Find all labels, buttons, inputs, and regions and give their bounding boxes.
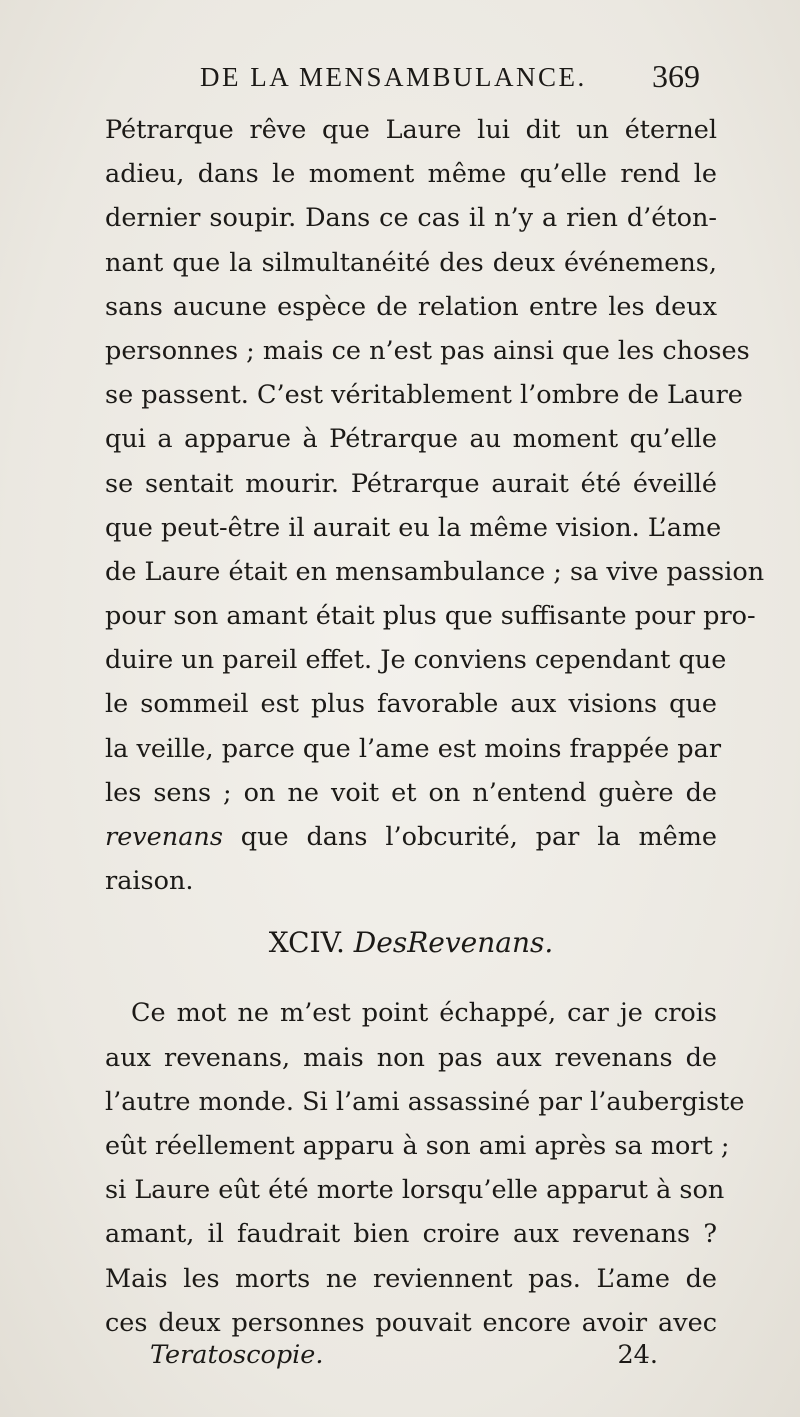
text-line: les sens ; on ne voit et on n’entend guère de — [105, 777, 717, 808]
text-line: raison. — [105, 866, 194, 897]
text-line: Pétrarque rêve que Laure lui dit un éternel — [105, 115, 717, 145]
section-number: XCIV. — [268, 926, 345, 960]
text-line: ces deux personnes pouvait encore avoir avec — [105, 1307, 717, 1338]
text-line: le sommeil est plus favorable aux visions que — [105, 689, 717, 720]
section-heading — [105, 903, 717, 971]
text-line: aux revenans, mais non pas aux revenans de — [105, 1042, 717, 1073]
section-title: Revenans. — [407, 926, 554, 960]
running-head — [200, 58, 700, 102]
page-number: 369 — [652, 58, 700, 94]
section-title-prefix: Des — [353, 926, 408, 960]
text-line: se sentait mourir. Pétrarque aurait été éveillé — [105, 468, 717, 499]
paragraph-1 — [105, 108, 765, 903]
paragraph-2 — [105, 991, 745, 1345]
text-line: Ce mot ne m’est point échappé, car je crois — [131, 998, 717, 1029]
italic-word: revenans — [105, 822, 223, 852]
text-line: si Laure eût été morte lorsqu’elle apparut à son — [105, 1175, 725, 1206]
text-line-rest: que dans l’obcurité, par la même — [222, 822, 717, 852]
text-line — [105, 815, 717, 859]
spacer — [105, 971, 717, 991]
text-line: sans aucune espèce de relation entre les deux — [105, 291, 717, 322]
page-footer — [150, 1340, 658, 1380]
text-line: amant, il faudrait bien croire aux revenans ? — [105, 1219, 717, 1250]
text-line: qui a apparue à Pétrarque au moment qu’elle — [105, 424, 717, 455]
text-line: que peut-être il aurait eu la même vision. L’ame — [105, 512, 722, 543]
text-line: la veille, parce que l’ame est moins frappée par — [105, 733, 722, 764]
text-line: personnes ; mais ce n’est pas ainsi que les choses — [105, 335, 750, 366]
text-block — [105, 108, 765, 1345]
text-line: duire un pareil effet. Je conviens cependant que — [105, 645, 727, 676]
text-line: l’autre monde. Si l’ami assassiné par l’aubergiste — [105, 1086, 745, 1117]
text-line: adieu, dans le moment même qu’elle rend le — [105, 159, 717, 190]
text-line: se passent. C’est véritablement l’ombre de Laure — [105, 380, 743, 411]
text-line: Mais les morts ne reviennent pas. L’ame de — [105, 1263, 717, 1294]
running-head-title: DE LA MENSAMBULANCE. — [200, 62, 587, 92]
text-line: nant que la silmultanéité des deux événemens, — [105, 247, 717, 278]
signature-number: 24. — [617, 1340, 658, 1370]
text-line: eût réellement apparu à son ami après sa mort ; — [105, 1130, 730, 1161]
text-line: de Laure était en mensambulance ; sa vive passion — [105, 556, 765, 587]
signature-title: Teratoscopie. — [150, 1340, 324, 1370]
text-line: pour son amant était plus que suffisante pour pro- — [105, 601, 756, 632]
text-line: dernier soupir. Dans ce cas il n’y a rien d’éton- — [105, 203, 717, 234]
